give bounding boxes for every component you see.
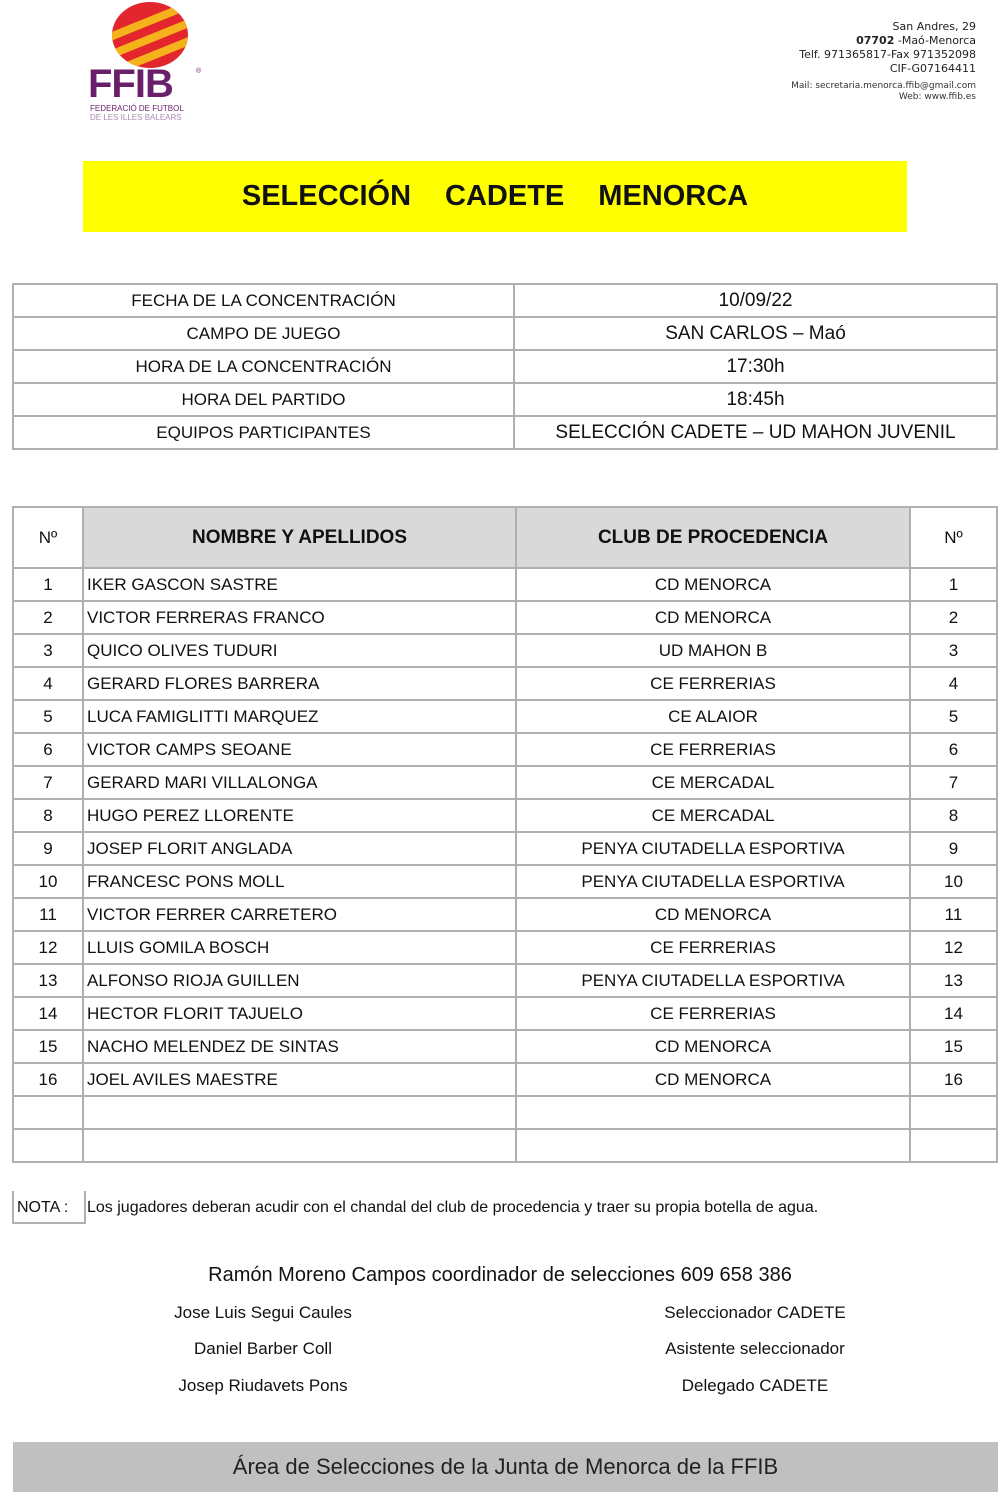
player-number-2: 7 [910, 766, 997, 799]
ffib-logo [84, 2, 214, 122]
player-name: VICTOR FERRER CARRETERO [83, 898, 516, 931]
empty-cell [83, 1129, 516, 1162]
event-info-table [12, 283, 998, 450]
empty-row [13, 1096, 997, 1129]
address-city-line [791, 34, 976, 48]
empty-row [13, 1129, 997, 1162]
header-club: CLUB DE PROCEDENCIA [516, 507, 910, 568]
empty-cell [13, 1129, 83, 1162]
player-row [13, 601, 997, 634]
player-number-2: 4 [910, 667, 997, 700]
player-row [13, 898, 997, 931]
player-name: VICTOR CAMPS SEOANE [83, 733, 516, 766]
info-label: HORA DE LA CONCENTRACIÓN [13, 350, 514, 383]
title-word: SELECCIÓN [241, 180, 412, 212]
player-number: 6 [13, 733, 83, 766]
player-number: 1 [13, 568, 83, 601]
player-club: CD MENORCA [516, 601, 910, 634]
info-label: CAMPO DE JUEGO [13, 317, 514, 350]
player-row [13, 1030, 997, 1063]
player-club: CE MERCADAL [516, 799, 910, 832]
coordinator-line: Ramón Moreno Campos coordinador de selecciones 609 658 386 [208, 1264, 792, 1286]
player-number: 10 [13, 865, 83, 898]
player-club: CE FERRERIAS [516, 931, 910, 964]
player-number: 14 [13, 997, 83, 1030]
player-row [13, 568, 997, 601]
player-club: CE FERRERIAS [516, 997, 910, 1030]
empty-cell [516, 1096, 910, 1129]
address-phone: Telf. 971365817-Fax 971352098 [799, 48, 976, 61]
player-number-2: 13 [910, 964, 997, 997]
player-club: CD MENORCA [516, 1063, 910, 1096]
address-mail: Mail: secretaria.menorca.ffib@gmail.com [791, 81, 976, 91]
player-row [13, 766, 997, 799]
player-number: 16 [13, 1063, 83, 1096]
player-name: HUGO PEREZ LLORENTE [83, 799, 516, 832]
info-value: 18:45h [514, 383, 997, 416]
player-name: JOEL AVILES MAESTRE [83, 1063, 516, 1096]
player-name: HECTOR FLORIT TAJUELO [83, 997, 516, 1030]
info-value: SELECCIÓN CADETE – UD MAHON JUVENIL [514, 416, 997, 449]
player-name: VICTOR FERRERAS FRANCO [83, 601, 516, 634]
player-number: 7 [13, 766, 83, 799]
info-value: 17:30h [514, 350, 997, 383]
city: -Maó-Menorca [894, 34, 976, 47]
player-number-2: 6 [910, 733, 997, 766]
player-number-2: 1 [910, 568, 997, 601]
player-club: CD MENORCA [516, 1030, 910, 1063]
player-row [13, 832, 997, 865]
player-name: GERARD MARI VILLALONGA [83, 766, 516, 799]
player-number: 15 [13, 1030, 83, 1063]
info-row [13, 416, 997, 449]
staff-role: Asistente seleccionador [665, 1339, 845, 1358]
player-number-2: 8 [910, 799, 997, 832]
player-number-2: 16 [910, 1063, 997, 1096]
staff-role: Delegado CADETE [681, 1376, 829, 1395]
player-row [13, 733, 997, 766]
player-number: 13 [13, 964, 83, 997]
staff-role: Seleccionador CADETE [664, 1303, 846, 1322]
player-number-2: 9 [910, 832, 997, 865]
player-number-2: 12 [910, 931, 997, 964]
player-number: 2 [13, 601, 83, 634]
player-name: IKER GASCON SASTRE [83, 568, 516, 601]
player-club: CD MENORCA [516, 568, 910, 601]
player-club: CE FERRERIAS [516, 733, 910, 766]
postal-code: 07702 [856, 34, 895, 47]
player-row [13, 1063, 997, 1096]
address-street: San Andres, 29 [892, 20, 976, 33]
info-row [13, 284, 997, 317]
player-number: 8 [13, 799, 83, 832]
address-web: Web: www.ffib.es [898, 92, 976, 102]
player-club: UD MAHON B [516, 634, 910, 667]
player-name: NACHO MELENDEZ DE SINTAS [83, 1030, 516, 1063]
info-row [13, 383, 997, 416]
player-club: CE MERCADAL [516, 766, 910, 799]
player-number-2: 11 [910, 898, 997, 931]
player-number: 9 [13, 832, 83, 865]
player-number: 4 [13, 667, 83, 700]
empty-cell [13, 1096, 83, 1129]
player-club: PENYA CIUTADELLA ESPORTIVA [516, 964, 910, 997]
player-club: PENYA CIUTADELLA ESPORTIVA [516, 832, 910, 865]
player-row [13, 700, 997, 733]
player-number-2: 3 [910, 634, 997, 667]
players-header-row [13, 507, 997, 568]
player-name: LLUIS GOMILA BOSCH [83, 931, 516, 964]
empty-cell [83, 1096, 516, 1129]
player-row [13, 931, 997, 964]
footer-bar: Área de Selecciones de la Junta de Menorca de la FFIB [13, 1442, 998, 1492]
title-word: MENORCA [598, 180, 749, 212]
address-cif: CIF-G07164411 [889, 62, 976, 75]
header-number-2: Nº [910, 507, 997, 568]
player-row [13, 634, 997, 667]
player-number-2: 10 [910, 865, 997, 898]
registered-mark: ® [196, 68, 202, 75]
player-name: QUICO OLIVES TUDURI [83, 634, 516, 667]
staff-name: Jose Luis Segui Caules [174, 1303, 352, 1322]
player-number-2: 2 [910, 601, 997, 634]
header-number: Nº [13, 507, 83, 568]
title-word: CADETE [445, 180, 565, 212]
player-number: 3 [13, 634, 83, 667]
info-label: FECHA DE LA CONCENTRACIÓN [13, 284, 514, 317]
info-value: SAN CARLOS – Maó [514, 317, 997, 350]
header-name: NOMBRE Y APELLIDOS [83, 507, 516, 568]
player-club: CE FERRERIAS [516, 667, 910, 700]
nota-text: Los jugadores deberan acudir con el chandal del club de procedencia y traer su propia botella de agua. [87, 1199, 819, 1216]
player-row [13, 865, 997, 898]
ball-icon [112, 2, 188, 68]
player-name: FRANCESC PONS MOLL [83, 865, 516, 898]
player-club: PENYA CIUTADELLA ESPORTIVA [516, 865, 910, 898]
staff-name: Josep Riudavets Pons [178, 1376, 348, 1395]
info-row [13, 317, 997, 350]
logo-subtitle-2: DE LES ILLES BALEARS [90, 113, 182, 122]
address-block [791, 20, 976, 103]
player-row [13, 964, 997, 997]
title-banner [83, 161, 907, 232]
info-label: HORA DEL PARTIDO [13, 383, 514, 416]
logo-subtitle-1: FEDERACIÓ DE FUTBOL [90, 104, 184, 113]
player-number: 11 [13, 898, 83, 931]
info-row [13, 350, 997, 383]
player-row [13, 799, 997, 832]
player-row [13, 667, 997, 700]
player-club: CE ALAIOR [516, 700, 910, 733]
staff-name: Daniel Barber Coll [194, 1339, 332, 1358]
player-number: 5 [13, 700, 83, 733]
info-label: EQUIPOS PARTICIPANTES [13, 416, 514, 449]
empty-cell [910, 1096, 997, 1129]
players-table [12, 506, 998, 1163]
player-number-2: 15 [910, 1030, 997, 1063]
logo-mark: FFIB [88, 62, 173, 106]
player-number-2: 14 [910, 997, 997, 1030]
nota-label: NOTA : [12, 1191, 86, 1224]
player-name: ALFONSO RIOJA GUILLEN [83, 964, 516, 997]
player-number: 12 [13, 931, 83, 964]
info-value: 10/09/22 [514, 284, 997, 317]
player-row [13, 997, 997, 1030]
empty-cell [910, 1129, 997, 1162]
player-club: CD MENORCA [516, 898, 910, 931]
player-name: LUCA FAMIGLITTI MARQUEZ [83, 700, 516, 733]
player-name: GERARD FLORES BARRERA [83, 667, 516, 700]
empty-cell [516, 1129, 910, 1162]
player-name: JOSEP FLORIT ANGLADA [83, 832, 516, 865]
player-number-2: 5 [910, 700, 997, 733]
